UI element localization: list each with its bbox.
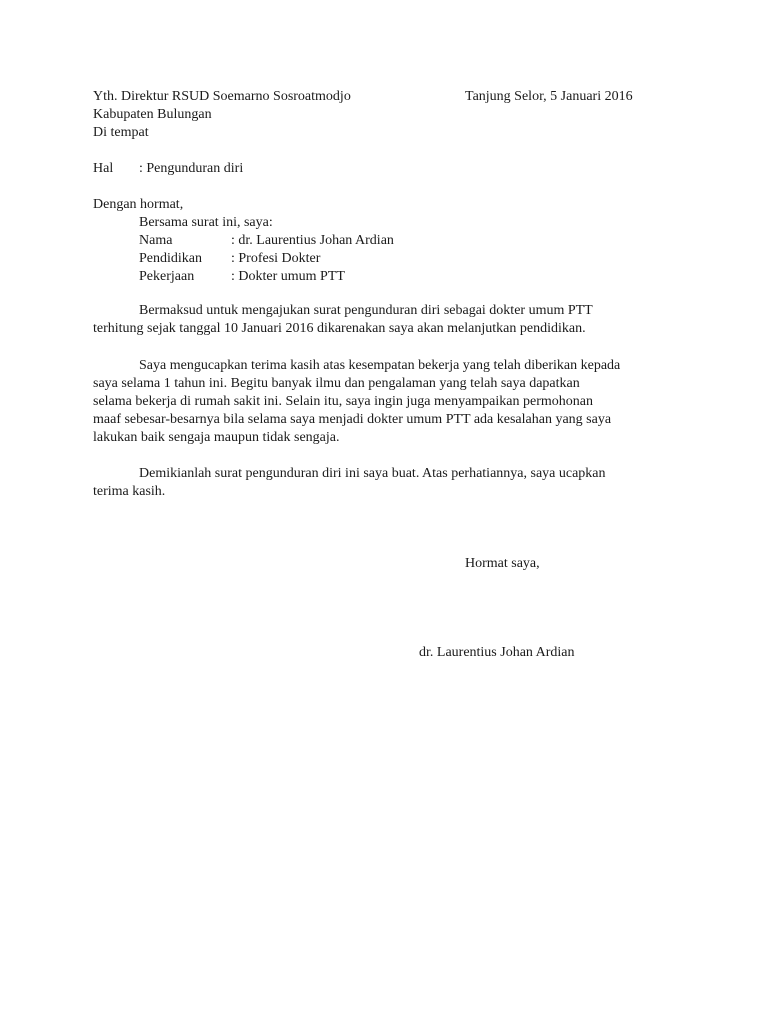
subject-value: : Pengunduran diri [139,161,244,176]
paragraph-line: lakukan baik sengaja maupun tidak sengaja. [93,430,340,445]
paragraph-gratitude [93,357,683,447]
identity-label-education: Pendidikan [139,251,202,266]
signature-name: dr. Laurentius Johan Ardian [419,645,575,660]
recipient-line-2: Kabupaten Bulungan [93,107,212,122]
paragraph-line: selama bekerja di rumah sakit ini. Selain itu, saya ingin juga menyampaikan permohonan [93,394,593,409]
paragraph-line: Bermaksud untuk mengajukan surat pengunduran diri sebagai dokter umum PTT [139,303,593,318]
paragraph-line: maaf sebesar-besarnya bila selama saya menjadi dokter umum PTT ada kesalahan yang saya [93,412,612,427]
paragraph-line: saya selama 1 tahun ini. Begitu banyak ilmu dan pengalaman yang telah saya dapatkan [93,376,580,391]
identity-value-occupation: : Dokter umum PTT [231,269,345,284]
identity-label-occupation: Pekerjaan [139,269,195,284]
paragraph-line: terima kasih. [93,484,166,499]
recipient-line-1: Yth. Direktur RSUD Soemarno Sosroatmodjo [93,89,351,104]
paragraph-resignation [93,302,683,338]
identity-value-name: : dr. Laurentius Johan Ardian [231,233,394,248]
place-date: Tanjung Selor, 5 Januari 2016 [465,89,633,104]
paragraph-closing [93,465,683,501]
identity-label-name: Nama [139,233,173,248]
paragraph-line: Saya mengucapkan terima kasih atas kesempatan bekerja yang telah diberikan kepada [139,358,621,373]
identity-value-education: : Profesi Dokter [231,251,321,266]
recipient-line-3: Di tempat [93,125,149,140]
salutation: Dengan hormat, [93,197,184,212]
closing-phrase: Hormat saya, [465,556,540,571]
intro-line: Bersama surat ini, saya: [139,215,273,230]
subject-label: Hal [93,161,114,176]
paragraph-line: terhitung sejak tanggal 10 Januari 2016 dikarenakan saya akan melanjutkan pendidikan. [93,321,586,336]
paragraph-line: Demikianlah surat pengunduran diri ini saya buat. Atas perhatiannya, saya ucapkan [139,466,606,481]
